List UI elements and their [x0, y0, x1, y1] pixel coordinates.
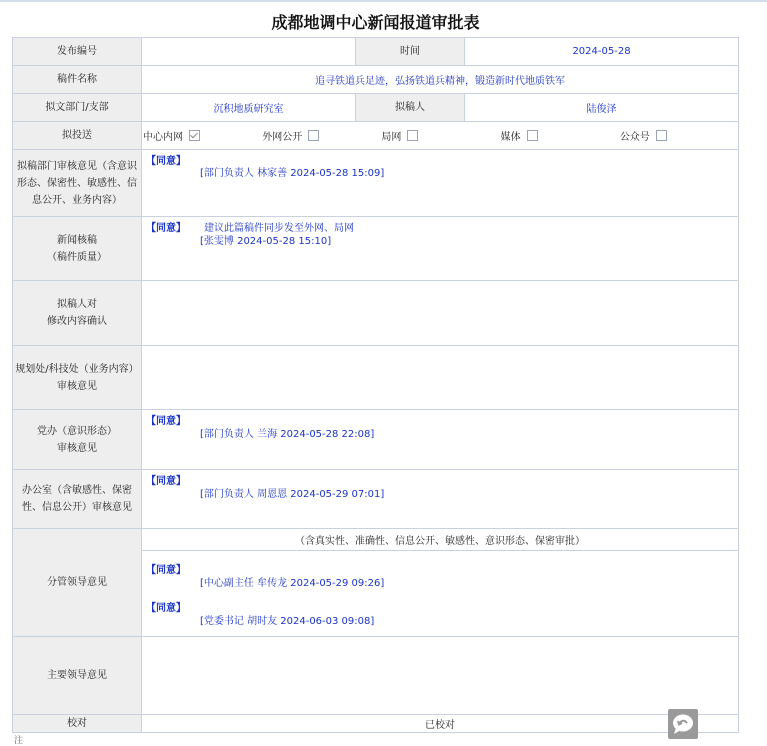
leader-review-cell	[142, 551, 739, 637]
page-title: 成都地调中心新闻报道审批表	[271, 13, 480, 32]
proof-value: 已校对	[142, 715, 739, 733]
manuscript-label: 稿件名称	[13, 66, 142, 94]
author-confirm-label	[13, 281, 142, 346]
dept-label: 拟文部门/支部	[13, 94, 142, 122]
party-review-cell	[142, 410, 739, 470]
sendto-option-label: 媒体	[500, 132, 521, 143]
checkbox-icon[interactable]	[527, 130, 538, 141]
opinion-signature: [张雯博 2024-05-28 15:10]	[200, 236, 332, 247]
sendto-option-media[interactable]	[500, 128, 619, 143]
dept-review-cell	[142, 150, 739, 217]
office-review-cell	[142, 470, 739, 529]
opinion-signature: [部门负责人 兰海 2024-05-28 22:08]	[200, 429, 375, 440]
sendto-option-bureau[interactable]	[380, 128, 499, 143]
sendto-option-intranet[interactable]	[142, 128, 261, 143]
top-border	[0, 0, 767, 2]
author-confirm-label-line2: 修改内容确认	[47, 316, 107, 327]
opinion-tag: 【同意】	[146, 156, 186, 167]
row-party	[13, 410, 739, 470]
author-confirm-cell[interactable]	[142, 281, 739, 346]
party-label	[13, 410, 142, 470]
row-news-review	[13, 217, 739, 281]
sendto-option-official-account[interactable]	[619, 128, 738, 143]
dept-field[interactable]: 沉积地质研究室	[142, 94, 356, 122]
sendto-option-label: 中心内网	[143, 132, 183, 143]
opinion-comment: 建议此篇稿件同步发至外网、局网	[204, 223, 354, 234]
chat-bubble-icon	[671, 713, 695, 735]
checkbox-checked-icon[interactable]	[189, 130, 200, 141]
time-field[interactable]: 2024-05-28	[465, 38, 739, 66]
planning-label-line1: 规划处/科技处（业务内容）	[15, 363, 139, 375]
sendto-option-label: 外网公开	[262, 132, 303, 143]
dept-review-label: 拟稿部门审核意见（含意识形态、保密性、敏感性、信息公开、业务内容）	[13, 150, 142, 217]
sendto-option-label: 公众号	[619, 132, 650, 143]
main-leader-label: 主要领导意见	[13, 637, 142, 715]
proof-label: 校对	[13, 715, 142, 733]
party-label-line1: 党办（意识形态）	[37, 425, 117, 437]
opinion-tag: 【同意】	[146, 416, 186, 427]
row-main-leader	[13, 637, 739, 715]
opinion-tag: 【同意】	[146, 603, 186, 614]
opinion-signature: [中心副主任 牟传龙 2024-05-29 09:26]	[200, 578, 385, 589]
opinion-signature: [部门负责人 林家善 2024-05-28 15:09]	[200, 168, 385, 179]
row-dept	[13, 94, 739, 122]
row-sendto	[13, 122, 739, 150]
checkbox-icon[interactable]	[308, 130, 319, 141]
planning-label	[13, 346, 142, 410]
row-leader-note	[13, 529, 739, 551]
news-review-cell	[142, 217, 739, 281]
row-proof	[13, 715, 739, 733]
author-field[interactable]: 陆俊泽	[465, 94, 739, 122]
row-manuscript	[13, 66, 739, 94]
author-label: 拟稿人	[356, 94, 465, 122]
news-review-label-line2: （稿件质量）	[47, 251, 107, 263]
leader-note: （含真实性、准确性、信息公开、敏感性、意识形态、保密审批）	[142, 529, 739, 551]
sendto-option-public[interactable]	[261, 128, 380, 143]
sendto-option-label: 局网	[381, 132, 402, 143]
time-label: 时间	[356, 38, 465, 66]
opinion-signature: [党委书记 胡时友 2024-06-03 09:08]	[200, 616, 375, 627]
party-label-line2: 审核意见	[57, 442, 97, 454]
opinion-tag: 【同意】	[146, 223, 186, 234]
checkbox-icon[interactable]	[656, 130, 667, 141]
main-leader-cell[interactable]	[142, 637, 739, 715]
row-planning	[13, 346, 739, 410]
release-no-field[interactable]	[142, 38, 356, 66]
author-confirm-label-line1: 拟稿人对	[57, 299, 97, 310]
row-office	[13, 470, 739, 529]
news-review-label-line1: 新闻核稿	[57, 234, 97, 246]
row-author-confirm	[13, 281, 739, 346]
leader-label: 分管领导意见	[13, 529, 142, 637]
footer-mark: 注	[14, 736, 24, 746]
release-no-label: 发布编号	[13, 38, 142, 66]
opinion-signature: [部门负责人 周恩恩 2024-05-29 07:01]	[200, 489, 385, 500]
office-label: 办公室（含敏感性、保密性、信息公开）审核意见	[13, 470, 142, 529]
opinion-tag: 【同意】	[146, 565, 186, 576]
approval-form	[12, 37, 739, 733]
manuscript-field[interactable]: 追寻铁道兵足迹，弘扬铁道兵精神，锻造新时代地质铁军	[142, 66, 739, 94]
opinion-tag: 【同意】	[146, 476, 186, 487]
feedback-button[interactable]	[668, 709, 698, 739]
planning-cell[interactable]	[142, 346, 739, 410]
row-dept-review	[13, 150, 739, 217]
planning-label-line2: 审核意见	[57, 380, 97, 392]
row-release	[13, 38, 739, 66]
checkbox-icon[interactable]	[407, 130, 418, 141]
sendto-options	[142, 122, 739, 150]
news-review-label	[13, 217, 142, 281]
sendto-label: 拟投送	[13, 122, 142, 150]
